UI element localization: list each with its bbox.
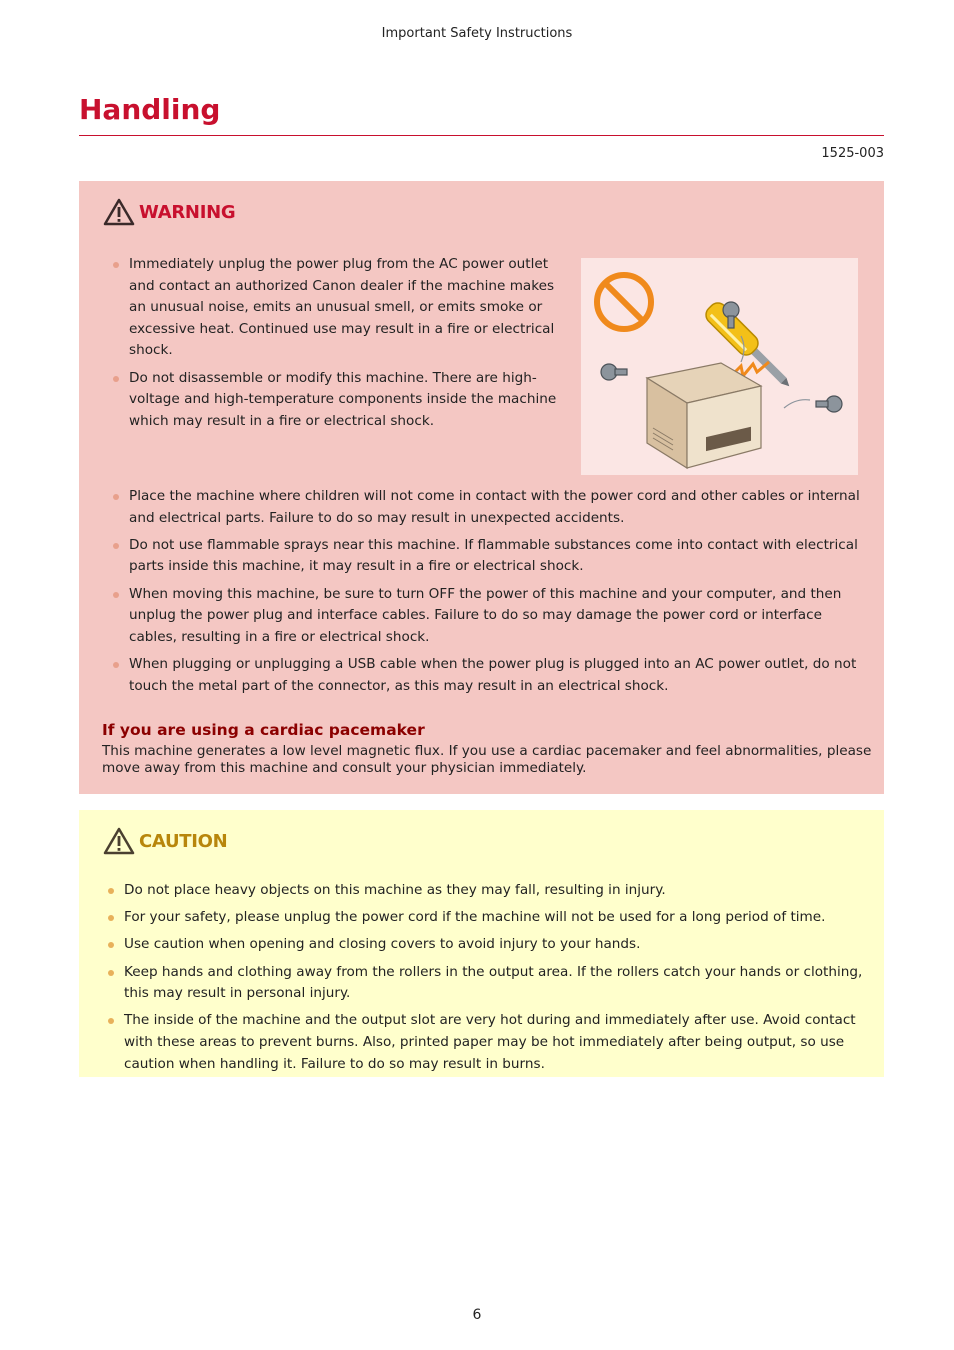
list-item: Do not place heavy objects on this machine as they may fall, resulting in injury. (124, 880, 864, 902)
bullet-icon (108, 915, 114, 921)
disassembly-prohibited-illustration (581, 258, 858, 475)
list-item: The inside of the machine and the output slot are very hot during and immediately after use. Avoid contact with these areas to prevent burns. Also, printed paper may be hot immediately after being output, so use caution when handling it. Failure to do so may result in burns. (124, 1010, 864, 1075)
list-item: Do not use flammable sprays near this machine. If flammable substances come into contact with electrical parts inside this machine, it may result in a fire or electrical shock. (129, 535, 864, 578)
warning-heading (103, 198, 235, 226)
page-title: Handling (79, 93, 221, 126)
list-item: Use caution when opening and closing covers to avoid injury to your hands. (124, 934, 864, 956)
list-item: Immediately unplug the power plug from the AC power outlet and contact an authorized Canon dealer if the machine makes an unusual noise, emits an unusual smell, or emits smoke or excessive heat. Continued use may result in a fire or electrical shock. (129, 254, 559, 362)
bullet-icon (113, 592, 119, 598)
list-item: Do not disassemble or modify this machine. There are high-voltage and high-temperature components inside the machine which may result in a fire or electrical shock. (129, 368, 559, 433)
list-item: When moving this machine, be sure to turn OFF the power of this machine and your computer, and then unplug the power plug and interface cables. Failure to do so may damage the power cord or interface cables, resulting in a fire or electrical shock. (129, 584, 864, 649)
list-item: Keep hands and clothing away from the rollers in the output area. If the rollers catch your hands or clothing, this may result in personal injury. (124, 962, 864, 1005)
document-id: 1525-003 (821, 146, 884, 161)
pacemaker-paragraph: This machine generates a low level magnetic flux. If you use a cardiac pacemaker and feel abnormalities, please move away from this machine and consult your physician immediately. (102, 743, 872, 776)
title-divider (79, 135, 884, 136)
caution-label: CAUTION (139, 830, 228, 852)
caution-heading (103, 827, 227, 855)
list-item: Place the machine where children will not come in contact with the power cord and other cables or internal and electrical parts. Failure to do so may result in unexpected accidents. (129, 486, 864, 529)
warning-label: WARNING (139, 201, 236, 223)
bullet-icon (113, 543, 119, 549)
bullet-icon (108, 1018, 114, 1024)
caution-triangle-icon (103, 827, 135, 855)
caution-box (79, 810, 884, 1077)
bullet-icon (113, 262, 119, 268)
warning-box (79, 181, 884, 794)
warning-list-top (129, 254, 559, 438)
list-item: For your safety, please unplug the power cord if the machine will not be used for a long period of time. (124, 907, 864, 929)
caution-list (124, 880, 864, 1081)
bullet-icon (108, 888, 114, 894)
pacemaker-subheading: If you are using a cardiac pacemaker (102, 721, 425, 739)
warning-triangle-icon (103, 198, 135, 226)
list-item: When plugging or unplugging a USB cable when the power plug is plugged into an AC power outlet, do not touch the metal part of the connector, as this may result in an electrical shock. (129, 654, 864, 697)
bullet-icon (113, 376, 119, 382)
bullet-icon (113, 494, 119, 500)
warning-list-bottom (129, 486, 864, 703)
running-header: Important Safety Instructions (381, 26, 573, 41)
bullet-icon (108, 942, 114, 948)
page-number: 6 (472, 1307, 482, 1323)
bullet-icon (113, 662, 119, 668)
bullet-icon (108, 970, 114, 976)
